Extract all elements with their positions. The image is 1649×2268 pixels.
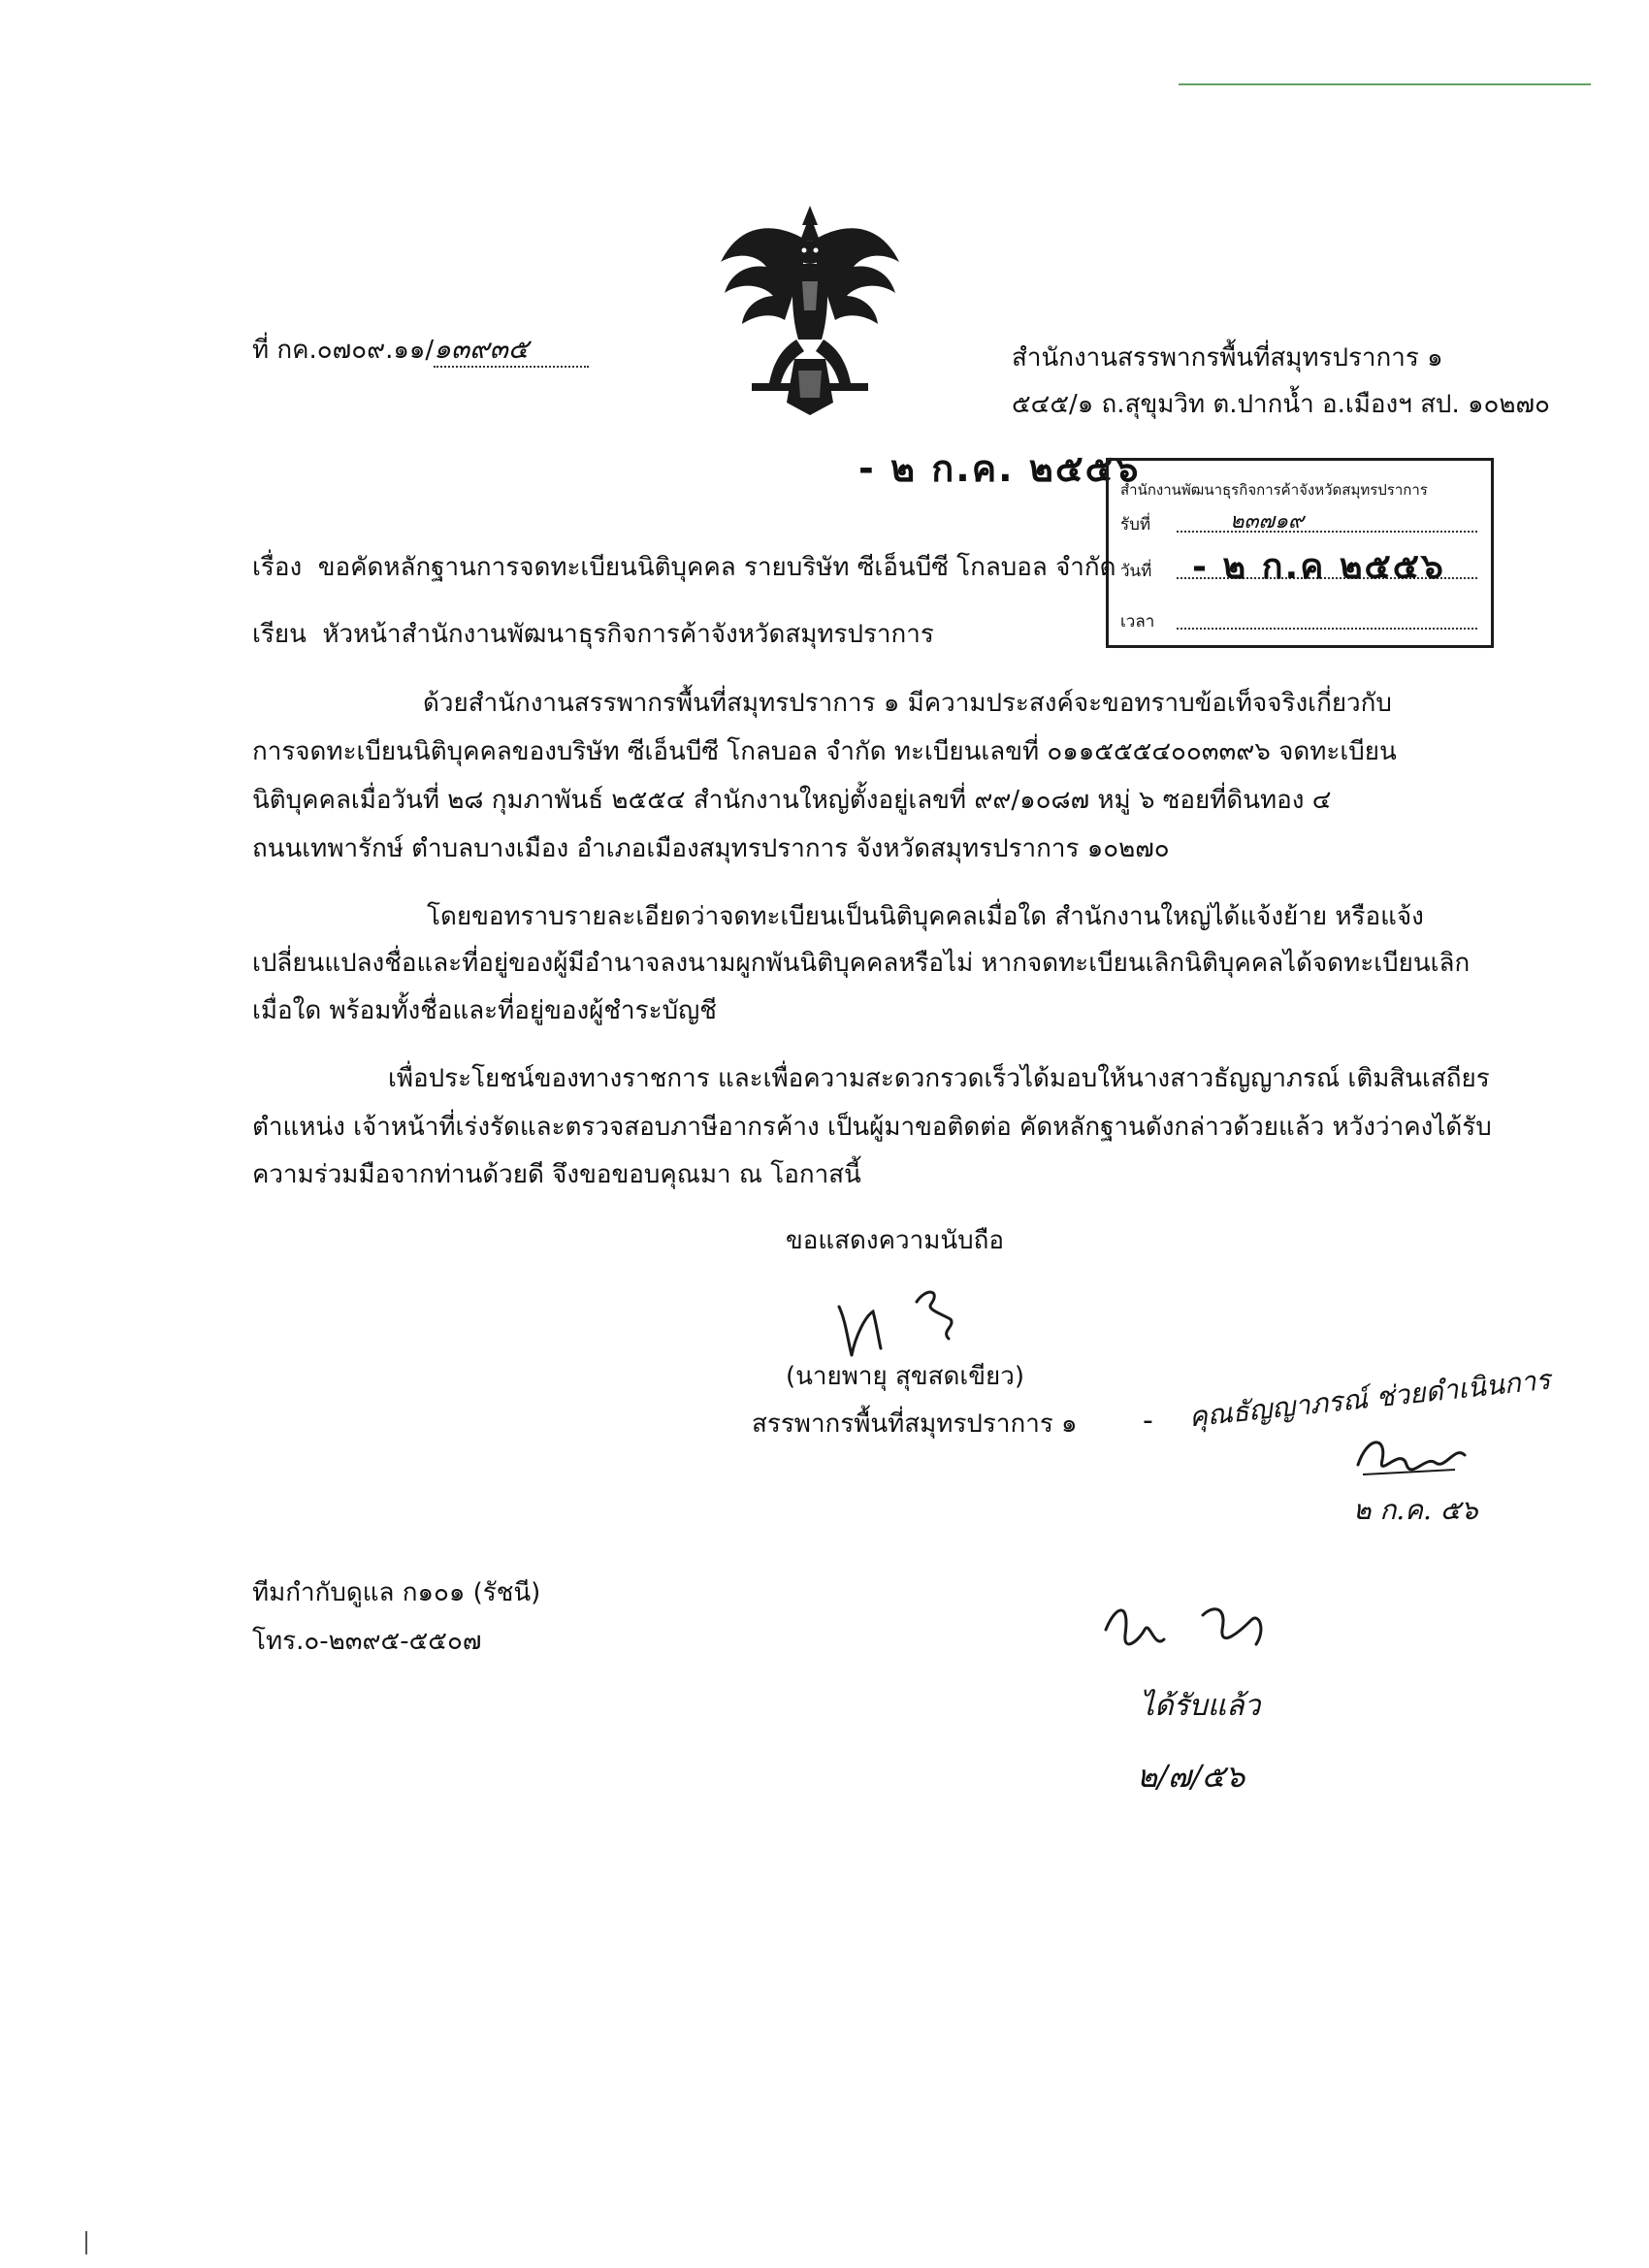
reference-number: ๑๓๙๓๕ [434, 333, 589, 368]
stamp-title: สำนักงานพัฒนาธุรกิจการค้าจังหวัดสมุทรปราการ [1120, 481, 1428, 499]
addressee-line [252, 618, 934, 651]
date-stamp: - ๒ ก.ค. ๒๕๕๖ [858, 447, 1141, 490]
paragraph-line: นิติบุคคลเมื่อวันที่ ๒๘ กุมภาพันธ์ ๒๕๕๔ สำนักงานใหญ่ตั้งอยู่เลขที่ ๙๙/๑๐๘๗ หมู่ ๖ ซอยที่ดินทอง ๔ [252, 786, 1332, 815]
stamp-time-dots [1177, 628, 1477, 630]
top-rule [1179, 83, 1591, 85]
stamp-no-value: ๒๓๗๑๙ [1230, 509, 1305, 534]
paragraph-line: ด้วยสำนักงานสรรพากรพื้นที่สมุทรปราการ ๑ มีความประสงค์จะขอทราบข้อเท็จจริงเกี่ยวกับ [423, 689, 1392, 718]
office-address: ๕๔๕/๑ ถ.สุขุมวิท ต.ปากน้ำ อ.เมืองฯ สป. ๑๐๒๗๐ [1012, 390, 1550, 419]
office-name: สำนักงานสรรพากรพื้นที่สมุทรปราการ ๑ [1012, 343, 1443, 373]
handwritten-note-2: ได้รับแล้ว [1140, 1689, 1261, 1723]
paragraph-line: เพื่อประโยชน์ของทางราชการ และเพื่อความสะดวกรวดเร็วได้มอบให้นางสาวธัญญาภรณ์ เติมสินเสถียร [388, 1064, 1490, 1093]
garuda-emblem-icon [713, 204, 907, 417]
receipt-stamp [1106, 458, 1494, 648]
reference-line [252, 333, 589, 368]
footer-team: ทีมกำกับดูแล ก๑๐๑ (รัชนี) [252, 1578, 541, 1607]
closing: ขอแสดงความนับถือ [786, 1226, 1004, 1255]
signatory-name: (นายพายุ สุขสดเขียว) [786, 1362, 1025, 1391]
subject-text: ขอคัดหลักฐานการจดทะเบียนนิติบุคคล รายบริษัท ซีเอ็นบีซี โกลบอล จำกัด [317, 553, 1116, 582]
handwritten-note-2-date: ๒/๗/๕๖ [1137, 1758, 1245, 1795]
paragraph-line: เมื่อใด พร้อมทั้งชื่อและที่อยู่ของผู้ชำระบัญชี [252, 996, 717, 1025]
stamp-no-dots [1177, 531, 1477, 533]
handwritten-note-1-date: ๒ ก.ค. ๕๖ [1353, 1494, 1478, 1526]
paragraph-line: ความร่วมมือจากท่านด้วยดี จึงขอขอบคุณมา ณ โอกาสนี้ [252, 1160, 861, 1189]
stamp-date-value: - ๒ ก.ค ๒๕๕๖ [1192, 547, 1445, 587]
paragraph-line: การจดทะเบียนนิติบุคคลของบริษัท ซีเอ็นบีซี โกลบอล จำกัด ทะเบียนเลขที่ ๐๑๑๕๕๕๔๐๐๓๓๙๖ จดทะเบียน [252, 737, 1397, 766]
handwritten-note-1: คุณธัญญาภรณ์ ช่วยดำเนินการ [1187, 1363, 1552, 1434]
stamp-time-label: เวลา [1120, 612, 1155, 632]
addressee-label: เรียน [252, 620, 307, 649]
paragraph-line: ถนนเทพารักษ์ ตำบลบางเมือง อำเภอเมืองสมุทรปราการ จังหวัดสมุทรปราการ ๑๐๒๗๐ [252, 834, 1170, 863]
initials-scribble [1348, 1426, 1474, 1494]
reference-label: ที่ กค.๐๗๐๙.๑๑/ [252, 336, 435, 365]
paragraph-line: เปลี่ยนแปลงชื่อและที่อยู่ของผู้มีอำนาจลงนามผูกพันนิติบุคคลหรือไม่ หากจดทะเบียนเลิกนิติบุคคลได้จดทะเบียนเลิก [252, 949, 1471, 978]
subject-label: เรื่อง [252, 553, 303, 582]
footer-phone: โทร.๐-๒๓๙๕-๕๕๐๗ [252, 1627, 482, 1656]
stamp-date-label: วันที่ [1120, 562, 1152, 581]
signatory-position: สรรพากรพื้นที่สมุทรปราการ ๑ [752, 1409, 1078, 1439]
signature-2 [1096, 1591, 1280, 1669]
margin-mark [85, 2231, 87, 2254]
signatory-dash: - [1143, 1404, 1153, 1438]
addressee-text: หัวหน้าสำนักงานพัฒนาธุรกิจการค้าจังหวัดสมุทรปราการ [322, 620, 934, 649]
stamp-no-label: รับที่ [1120, 515, 1151, 535]
signature [834, 1282, 989, 1370]
subject-line [252, 551, 1116, 584]
paragraph-line: ตำแหน่ง เจ้าหน้าที่เร่งรัดและตรวจสอบภาษีอากรค้าง เป็นผู้มาขอติดต่อ คัดหลักฐานดังกล่าวด้วยแล้ว หวังว่าคงได้รับ [252, 1113, 1492, 1142]
paragraph-line: โดยขอทราบรายละเอียดว่าจดทะเบียนเป็นนิติบุคคลเมื่อใด สำนักงานใหญ่ได้แจ้งย้าย หรือแจ้ง [427, 902, 1424, 931]
